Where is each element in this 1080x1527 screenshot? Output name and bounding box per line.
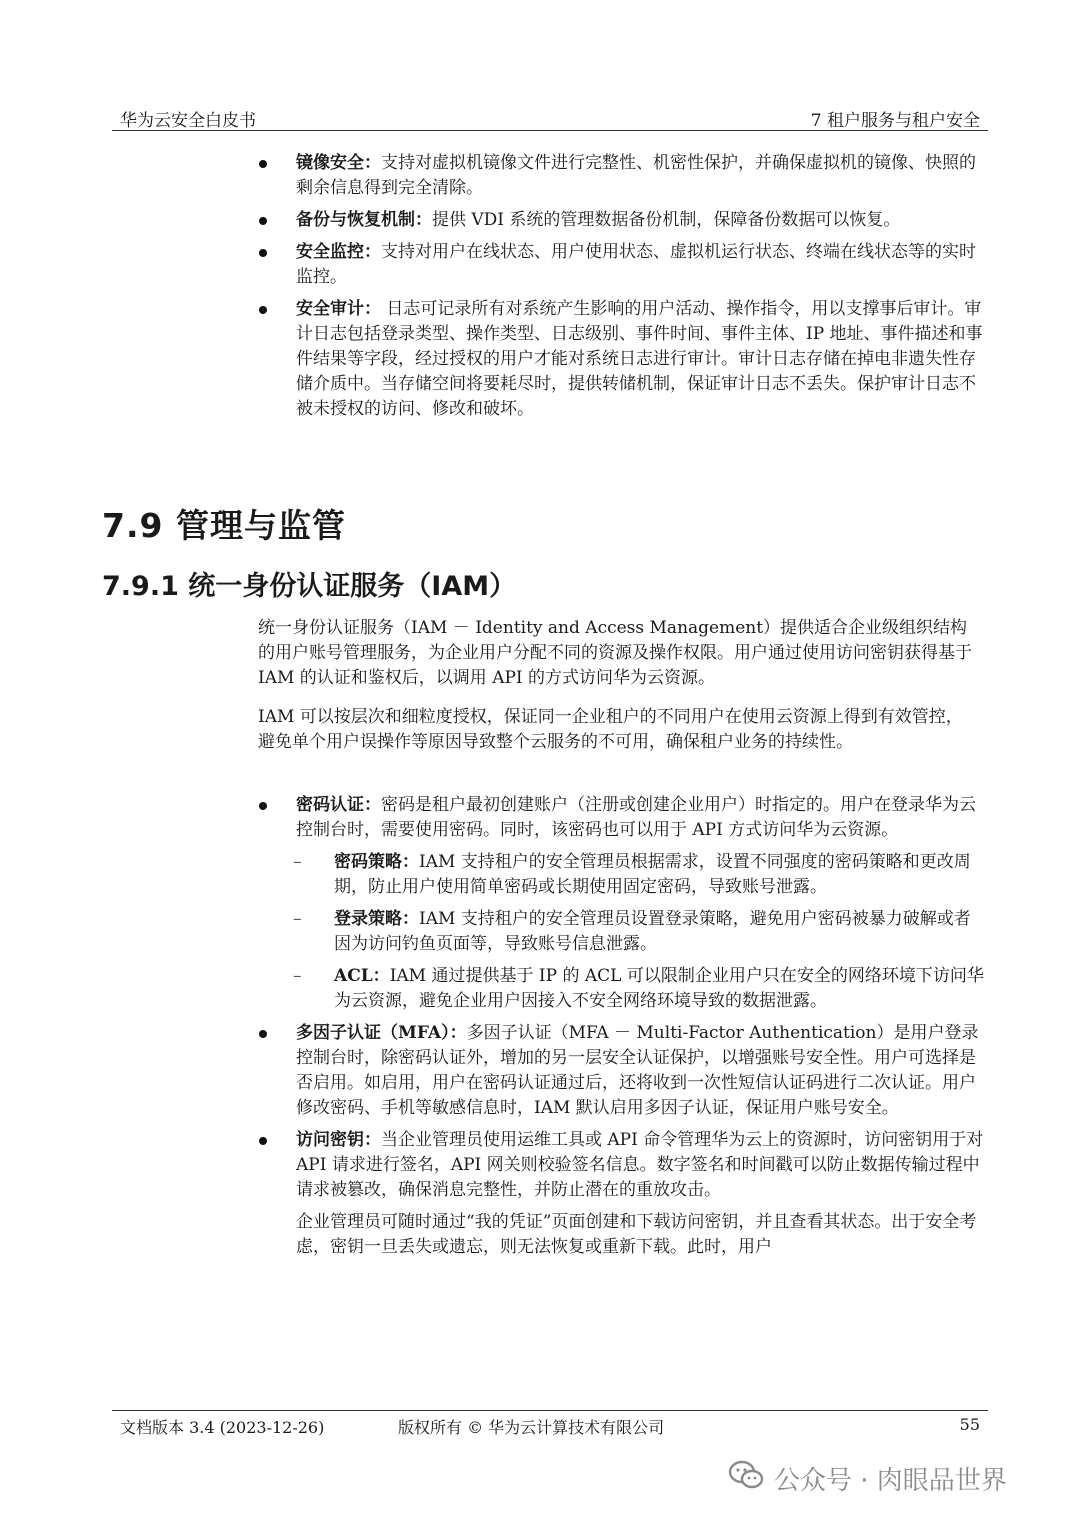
watermark-text: 公众号 · 肉眼品世界 [774,1465,1007,1496]
header-doc-title: 华为云安全白皮书 [120,111,256,131]
sub-item-text: IAM 支持租户的安全管理员根据需求，设置不同强度的密码策略和更改周期，防止用户使用简单密码或长期使用固定密码，导致账号泄露。 [334,852,971,897]
bullet-icon [259,306,267,314]
bullet-title: 安全监控： [296,242,381,262]
bullet-title: 访问密钥： [296,1130,381,1150]
subsection-heading: 7.9.1 统一身份认证服务（IAM） [102,571,517,602]
bullet-icon [259,802,267,810]
sub-list-item [255,907,985,957]
list-item [255,208,985,233]
sub-item-title: ACL： [334,966,390,986]
list-item [255,793,985,843]
doc-version: 文档版本 3.4 (2023-12-26) [120,1418,325,1437]
bullet-title: 多因子认证（MFA）： [296,1023,467,1043]
intro-paragraph: 统一身份认证服务（IAM － Identity and Access Management）提供适合企业级组织结构的用户账号管理服务，为企业用户分配不同的资源及操作权限。用户通过使用访问密钥获得基于 IAM 的认证和鉴权后，以调用 API 的方式访问华为云资源。 [258,618,972,688]
bullet-icon [259,1030,267,1038]
list-item [255,240,985,290]
sub-list [255,850,985,1014]
sub-item-text: IAM 支持租户的安全管理员设置登录策略，避免用户密码被暴力破解或者因为访问钓鱼页面等，导致账号信息泄露。 [334,909,971,954]
bullet-title: 镜像安全： [296,153,381,173]
copyright: 版权所有 © 华为云计算技术有限公司 [398,1418,665,1437]
bullet-text: 支持对虚拟机镜像文件进行完整性、机密性保护，并确保虚拟机的镜像、快照的剩余信息得到完全清除。 [296,153,976,198]
bullet-text: 日志可记录所有对系统产生影响的用户活动、操作指令，用以支撑事后审计。审计日志包括登录类型、操作类型、日志级别、事件时间、事件主体、IP 地址、事件描述和事件结果等字段，经过授权的用户才能对系统日志进行审计。审计日志存储在掉电非遗失性存储介质中。当存储空间将要耗尽时，提供转储机制，保证审计日志不丢失。保护审计日志不被未授权的访问、修改和破坏。 [296,299,983,419]
dash-icon: – [293,852,302,872]
bullet-title: 备份与恢复机制： [296,210,432,230]
sub-list-item [255,964,985,1014]
bullet-text: 当企业管理员使用运维工具或 API 命令管理华为云上的资源时，访问密钥用于对 API 请求进行签名，API 网关则校验签名信息。数字签名和时间戳可以防止数据传输过程中请求被篡改，确保消息完整性，并防止潜在的重放攻击。 [296,1130,984,1200]
top-bullet-list [255,151,985,429]
sub-list-item [255,850,985,900]
page-header [112,104,988,131]
bullet-text: 密码是租户最初创建账户（注册或创建企业用户）时指定的。用户在登录华为云控制台时，需要使用密码。同时，该密码也可以用于 API 方式访问华为云资源。 [296,795,976,840]
page-number: 55 [959,1415,980,1434]
header-chapter-title: 7 租户服务与租户安全 [810,111,980,131]
bullet-title: 密码认证： [296,795,381,815]
watermark [728,1458,1007,1498]
dash-icon: – [293,909,302,929]
bullet-icon [259,160,267,168]
section-heading: 7.9 管理与监管 [102,506,346,545]
bullet-icon [259,217,267,225]
list-item [255,151,985,201]
list-item [255,297,985,422]
page-footer [112,1410,988,1435]
sub-item-title: 密码策略： [334,852,419,872]
wechat-icon [728,1459,764,1498]
sub-item-title: 登录策略： [334,909,419,929]
continuation-paragraph: 企业管理员可随时通过“我的凭证”页面创建和下载访问密钥，并且查看其状态。出于安全考虑，密钥一旦丢失或遗忘，则无法恢复或重新下载。此时，用户 [296,1212,977,1257]
intro-paragraph: IAM 可以按层次和细粒度授权，保证同一企业租户的不同用户在使用云资源上得到有效管控，避免单个用户误操作等原因导致整个云服务的不可用，确保租户业务的持续性。 [258,707,963,752]
sub-item-text: IAM 通过提供基于 IP 的 ACL 可以限制企业用户只在安全的网络环境下访问华为云资源，避免企业用户因接入不安全网络环境导致的数据泄露。 [334,966,984,1011]
iam-bullet-list [255,793,985,1267]
bullet-icon [259,249,267,257]
dash-icon: – [293,966,302,986]
list-item [255,1021,985,1121]
bullet-text: 多因子认证（MFA － Multi-Factor Authentication）是用户登录控制台时，除密码认证外，增加的另一层安全认证保护，以增强账号安全性。用户可选择是否启用。如启用，用户在密码认证通过后，还将收到一次性短信认证码进行二次认证。用户修改密码、手机等敏感信息时，IAM 默认启用多因子认证，保证用户账号安全。 [296,1023,979,1118]
list-item [255,1128,985,1260]
bullet-text: 提供 VDI 系统的管理数据备份机制，保障备份数据可以恢复。 [432,210,901,230]
bullet-title: 安全审计： [296,299,381,319]
bullet-text: 支持对用户在线状态、用户使用状态、虚拟机运行状态、终端在线状态等的实时监控。 [296,242,976,287]
bullet-icon [259,1137,267,1145]
